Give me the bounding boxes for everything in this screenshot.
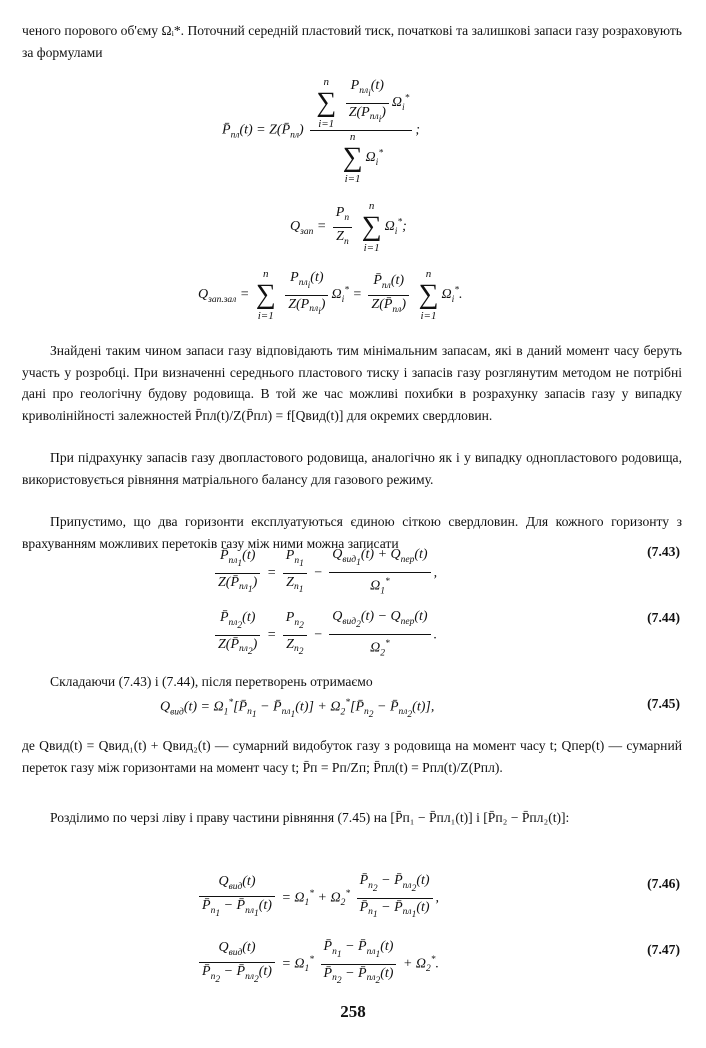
equation-7-46: $\frac{Q_{вид}(t)}{P̄_{п_1} - P̄_{пл_1}(t)}$ = $\Omega_1^* + \Omega_2^*$ $\frac{P̄_{п_2} - P̄_{пл_2}(t)}{P̄_{п_1} - P̄_{пл_1}(t)}$ , <box>196 872 439 924</box>
paragraph-7: Розділимо по черзі ліву і праву частини рівняння (7.45) на [P̄п₁ − P̄пл₁(t)] і [P̄п₂ − P̄пл₂(t)]: <box>50 810 570 825</box>
paragraph-5: Складаючи (7.43) і (7.44), після перетворень отримаємо <box>50 674 373 689</box>
equation-initial-reserves: $Q_{зап}$ = $\frac{P_п}{Z_п}$ n ∑ i=1 $\Omega_i^*$; <box>290 200 407 254</box>
paragraph-6: де Qвид(t) = Qвид₁(t) + Qвид₂(t) — сумарний видобуток газу з родовища на момент часу t; Qпер(t) — сумарний переток газу між горизонтами на момент часу t; P̄п = Pп/Zп; P̄пл(t) = Pпл(t)/Z(Pпл). <box>22 738 682 775</box>
equation-7-47: $\frac{Q_{вид}(t)}{P̄_{п_2} - P̄_{пл_2}(t)}$ = $\Omega_1^*$ $\frac{P̄_{п_1} - P̄_{пл_1}(t)}{P̄_{п_2} - P̄_{пл_2}(t)}$ + $\Omega_2^*$. <box>196 938 439 990</box>
equation-7-43: $\frac{P̄_{пл_1}(t)}{Z(P̄_{пл_1})}$ = $\frac{P_{п_1}}{Z_{п_1}}$ − $\frac{Q_{вид_1}(t) + Q_{пер}(t)}{\Omega_1^*}$ , <box>212 546 437 600</box>
paragraph-3: При підрахунку запасів газу двопластового родовища, аналогічно як і у випадку однопластового родовища, використовується рівняння матріального балансу для газового режиму. <box>22 450 682 487</box>
equation-number-7-44: (7.44) <box>647 610 680 625</box>
equation-7-44: $\frac{P̄_{пл_2}(t)}{Z(P̄_{пл_2})}$ = $\frac{P_{п_2}}{Z_{п_2}}$ − $\frac{Q_{вид_2}(t) - Q_{пер}(t)}{\Omega_2^*}$ . <box>212 608 437 662</box>
paragraph-1: ченого порового об'єму Ωᵢ*. Поточний середній пластовий тиск, початкові та залишкові запаси газу розраховують за формулами <box>22 23 682 60</box>
equation-number-7-47: (7.47) <box>647 942 680 957</box>
paragraph-4: Припустимо, що два горизонти експлуатуються єдиною сіткою свердловин. Для кожного горизонту з врахуванням можливих перетоків газу між ними можна записати <box>22 514 682 551</box>
equation-number-7-46: (7.46) <box>647 876 680 891</box>
page-number: 258 <box>340 1002 366 1021</box>
equation-avg-pressure: $P̄_{пл}(t)$ = $Z(P̄_{пл})$ n ∑ i=1 $\frac{P_{пл_i}(t)}{Z(P_{пл_i})}$ $\Omega_i^*$ n ∑ i=1 $\Omega_i^*$ ; <box>222 76 421 185</box>
paragraph-2: Знайдені таким чином запаси газу відповідають тим мінімальним запасам, які в даний момент часу беруть участь у розробці. При визначенні середнього пластового тиску і запасів газу розглянутим методом не потрібні дані про геологічну будову родовища. В той же час можливі похибки в розрахунку запасів газу у випадку криволінійності залежностей P̄пл(t)/Z(P̄пл) = f[Qвид(t)] для окремих свердловин. <box>22 343 682 423</box>
equation-7-45: $Q_{вид}(t)$ = $\Omega_1^*[P̄_{п_1}$ − $P̄_{пл_1}(t)$] + $\Omega_2^*[P̄_{п_2}$ − $P̄_{пл_2}(t)$], <box>160 698 435 721</box>
equation-number-7-43: (7.43) <box>647 544 680 559</box>
equation-number-7-45: (7.45) <box>647 696 680 711</box>
equation-residual-reserves: $Q_{зап.зал}$ = n ∑ i=1 $\frac{P_{пл_i}(t)}{Z(P_{пл_i})}$ $\Omega_i^*$ = $\frac{P̄_{пл}(t)}{Z(P̄_{пл})}$ n ∑ i=1 $\Omega_i^*$. <box>198 268 463 322</box>
